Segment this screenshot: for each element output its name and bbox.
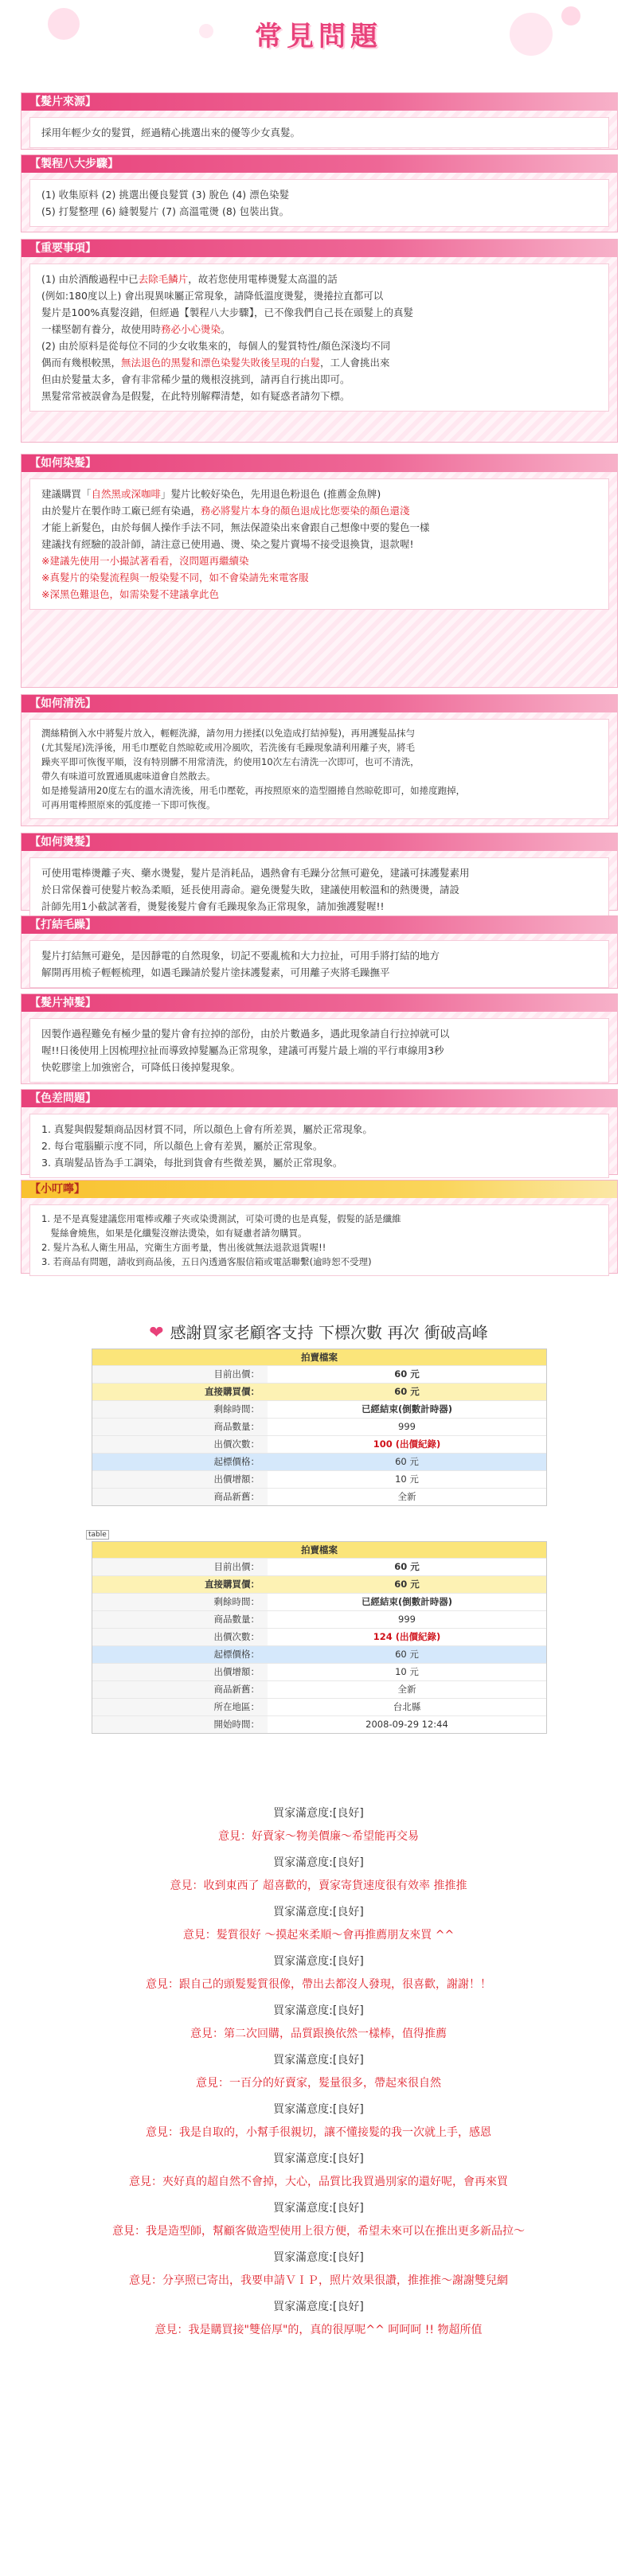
auction-info-value: 全新	[397, 1684, 416, 1695]
faq-text: 可再用電棒照原來的弧度捲一下即可恢復。	[41, 799, 216, 810]
faq-section-body	[29, 1018, 609, 1083]
faq-section-title: 【小叮嚀】	[21, 1181, 617, 1198]
faq-text: 計師先用1小截試著看，燙髮後髮片會有毛躁現象為正常現象，請加強護髮喔!!	[41, 900, 385, 912]
faq-text: 快乾膠塗上加強密合，可降低日後掉髮現象。	[41, 1061, 241, 1073]
faq-line	[41, 755, 597, 769]
faq-section	[21, 915, 618, 989]
faq-line	[41, 1212, 597, 1226]
faq-section-body	[29, 857, 609, 922]
review-item	[0, 1852, 637, 1901]
auction-info-key: 直接購買價：	[92, 1384, 268, 1400]
faq-text: ，工人會挑出來	[320, 357, 390, 369]
thanks-banner	[0, 1320, 637, 1343]
review-item	[0, 2197, 637, 2246]
review-rating: 買家滿意度:[良好]	[273, 2251, 364, 2264]
faq-section	[21, 92, 618, 150]
auction-info-key: 出價次數：	[92, 1436, 268, 1453]
auction-info-key: 目前出價：	[92, 1366, 268, 1383]
faq-text: 採用年輕少女的髮質，經過精心挑選出來的優等少女真髮。	[41, 127, 301, 139]
auction-info-value: 60 元	[268, 1384, 546, 1400]
faq-line	[41, 1226, 597, 1240]
faq-highlight-text: 務必將髮片本身的顏色退成比您要染的顏色還淺	[201, 505, 410, 517]
faq-text: (1) 收集原料 (2) 挑選出優良髮質 (3) 脫色 (4) 漂色染髮	[41, 189, 290, 201]
review-rating: 買家滿意度:[良好]	[273, 1856, 364, 1869]
faq-text: 一樣堅韌有養分，故使用時	[41, 323, 162, 335]
auction-info-key: 剩餘時間：	[92, 1401, 268, 1418]
faq-highlight-text: 自然黑或深咖啡	[91, 488, 162, 500]
faq-line	[41, 519, 597, 536]
auction-info-row	[92, 1680, 546, 1698]
faq-line	[41, 338, 597, 354]
faq-text: (尤其髮尾)洗淨後，用毛巾壓乾自然晾乾或用冷風吹，若洗後有毛躁現象請利用離子夾，將毛	[41, 742, 415, 753]
review-comment: 意見：分享照已寄出，我要申請ＶＩＰ，照片效果很讚，推推推～謝謝雙兒網	[129, 2274, 508, 2287]
faq-text: 才能上新髮色，由於每個人操作手法不同，無法保證染出來會跟自己想像中要的髮色一樣	[41, 521, 430, 533]
faq-line	[41, 947, 597, 964]
auction-info-row	[92, 1575, 546, 1593]
faq-section-body	[29, 179, 609, 227]
faq-section	[21, 154, 618, 232]
faq-section-title: 【打結毛躁】	[21, 916, 617, 934]
review-item	[0, 1802, 637, 1852]
auction-info-value: 已經結束(倒數計時器)	[361, 1403, 452, 1415]
faq-line	[41, 1240, 597, 1255]
faq-section	[21, 239, 618, 443]
faq-text: ，故若您使用電棒燙髮太高溫的話	[188, 273, 338, 285]
faq-section-title: 【如何染髮】	[21, 455, 617, 472]
auction-info-row	[92, 1645, 546, 1663]
thanks-text: 感謝買家老顧客支持 下標次數 再次 衝破高峰	[170, 1323, 488, 1342]
faq-line	[41, 586, 597, 603]
faq-section	[21, 993, 618, 1084]
faq-text: (例如:180度以上) 會出現異味屬正常現象，請降低溫度燙髮，燙捲拉直都可以	[41, 290, 384, 302]
faq-line	[41, 783, 597, 798]
faq-line	[41, 287, 597, 304]
faq-line	[41, 1025, 597, 1042]
faq-section-title: 【髮片掉髮】	[21, 994, 617, 1012]
faq-text: 喔!!日後使用上因梳理拉扯而導致掉髮屬為正常現象，建議可再髮片最上端的平行車線用3秒	[41, 1044, 444, 1056]
review-comment: 意見：好賣家～物美價廉～希望能再交易	[218, 1830, 419, 1843]
faq-section-body	[29, 1204, 609, 1276]
faq-section	[21, 1180, 618, 1274]
faq-text: 於日常保養可使髮片較為柔順，延長使用壽命。避免燙髮失敗，建議使用較溫和的熱燙燙，請設	[41, 884, 460, 896]
faq-text: 黑髮常常被誤會為是假髮，在此特別解釋清楚，如有疑惑者請勿下標。	[41, 390, 350, 402]
auction-info-value: 124 (出價紀錄)	[373, 1631, 441, 1642]
faq-line	[41, 1154, 597, 1171]
auction-info-key: 起標價格：	[92, 1646, 268, 1663]
faq-line	[41, 1059, 597, 1075]
auction-info-value: 已經結束(倒數計時器)	[361, 1596, 452, 1607]
faq-line	[41, 798, 597, 812]
faq-line	[41, 898, 597, 915]
faq-text: 1. 是不是真髮建議您用電棒或離子夾或染燙測試，可染可燙的也是真髮，假髮的話是纖維	[41, 1213, 401, 1224]
auction-info-key: 商品新舊：	[92, 1489, 268, 1505]
auction-info-value: 999	[398, 1614, 416, 1625]
auction-info-key: 目前出價：	[92, 1559, 268, 1575]
auction-info-value: 60 元	[394, 1368, 420, 1380]
faq-text: 2. 每台電腦顯示度不同，所以顏色上會有差異，屬於正常現象。	[41, 1140, 323, 1152]
faq-text: (2) 由於原料是從每位不同的少女收集來的，每個人的髮質特性/顏色深淺均不同	[41, 340, 391, 352]
auction-info-row	[92, 1453, 546, 1470]
faq-section-title: 【製程八大步驟】	[21, 155, 617, 173]
auction-info-row	[92, 1593, 546, 1610]
faq-line	[41, 203, 597, 220]
faq-text: 1. 真髮與假髮類商品因材質不同，所以顏色上會有所差異，屬於正常現象。	[41, 1123, 373, 1135]
review-rating: 買家滿意度:[良好]	[273, 1807, 364, 1820]
faq-line	[41, 881, 597, 898]
faq-section-body	[29, 1114, 609, 1178]
faq-text: 由於髮片在製作時工廠已經有染過，	[41, 505, 201, 517]
review-rating: 買家滿意度:[良好]	[273, 2054, 364, 2067]
faq-section	[21, 833, 618, 911]
auction-info-value: 100 (出價紀錄)	[373, 1438, 441, 1450]
faq-section	[21, 454, 618, 688]
faq-section-title: 【髮片來源】	[21, 93, 617, 111]
faq-section-body	[29, 940, 609, 988]
faq-section-title: 【如何燙髮】	[21, 833, 617, 851]
faq-line	[41, 726, 597, 740]
auction-info-row	[92, 1488, 546, 1505]
faq-line	[41, 124, 597, 141]
review-item	[0, 2049, 637, 2098]
review-item	[0, 2246, 637, 2296]
heart-icon: ❤	[149, 1323, 164, 1343]
review-item	[0, 1901, 637, 1950]
faq-text: 因製作過程難免有極少量的髮片會有拉掉的部份，由於片數過多，遇此現象請自行拉掉就可以	[41, 1028, 450, 1040]
faq-text: 。	[221, 323, 231, 335]
review-rating: 買家滿意度:[良好]	[273, 2004, 364, 2017]
faq-text: 3. 若商品有問題，請收到商品後，五日內透過客服信箱或電話聯繫(逾時恕不受理)	[41, 1256, 372, 1267]
faq-highlight-text: 無法退色的黑髮和漂色染髮失敗後呈現的白髮	[121, 357, 321, 369]
faq-text: 偶而有幾根較黑，	[41, 357, 122, 369]
faq-section-body	[29, 263, 609, 412]
auction-info-title: 拍賣檔案	[92, 1542, 546, 1558]
review-rating: 買家滿意度:[良好]	[273, 1955, 364, 1968]
review-item	[0, 2148, 637, 2197]
auction-info-value: 10 元	[395, 1473, 419, 1485]
page-title: 常見問題	[255, 21, 382, 53]
faq-text: 建議購買「	[41, 488, 92, 500]
faq-line	[41, 964, 597, 981]
faq-text: 3. 真瑞髮品皆為手工調染，每批到貨會有些微差異，屬於正常現象。	[41, 1157, 343, 1169]
auction-info-row	[92, 1715, 546, 1733]
auction-info-key: 商品數量：	[92, 1419, 268, 1435]
review-comment: 意見：髮質很好 ～摸起來柔順～會再推薦朋友來買 ^^	[182, 1929, 455, 1942]
auction-info-value: 60 元	[394, 1561, 420, 1572]
faq-highlight-text: ※建議先使用一小撮試著看看，沒問題再繼續染	[41, 555, 249, 567]
faq-text: 可使用電棒燙離子夾、藥水燙髮，髮片是消耗品，遇熱會有毛躁分岔無可避免，建議可抹護髮素用	[41, 867, 470, 879]
auction-info-title: 拍賣檔案	[92, 1349, 546, 1365]
auction-info-row	[92, 1418, 546, 1435]
auction-info-row	[92, 1610, 546, 1628]
faq-section-title: 【色差問題】	[21, 1090, 617, 1107]
auction-info-row	[92, 1383, 546, 1400]
auction-info-row	[92, 1365, 546, 1383]
faq-line	[41, 271, 597, 287]
auction-info-key: 商品數量：	[92, 1611, 268, 1628]
auction-info-table	[92, 1348, 547, 1506]
faq-section-title: 【重要事項】	[21, 240, 617, 257]
faq-text: 如是捲髮請用20度左右的溫水清洗後，用毛巾壓乾，再按照原來的造型圈捲自然晾乾即可，如捲度跑掉，	[41, 785, 466, 796]
review-comment: 意見：收到東西了 超喜歡的，賣家寄貨速度很有效率 推推推	[170, 1879, 467, 1892]
auction-info-row	[92, 1435, 546, 1453]
faq-line	[41, 1255, 597, 1269]
faq-section-body	[29, 719, 609, 819]
auction-info-row	[92, 1663, 546, 1680]
review-rating: 買家滿意度:[良好]	[273, 2202, 364, 2215]
faq-line	[41, 371, 597, 388]
review-comment: 意見：我是自取的，小幫手很親切，讓不懂接髮的我一次就上手，感恩	[146, 2126, 491, 2139]
review-comment: 意見：我是購買接"雙倍厚"的，真的很厚呢^^ 呵呵呵 !! 物超所值	[154, 2324, 483, 2336]
faq-text: 」髮片比較好染色，先用退色粉退色 (推薦金魚牌)	[161, 488, 381, 500]
faq-line	[41, 1121, 597, 1138]
review-item	[0, 2296, 637, 2345]
faq-line	[41, 740, 597, 755]
faq-line	[41, 502, 597, 519]
auction-info-value: 60 元	[268, 1576, 546, 1593]
auction-info-row	[92, 1400, 546, 1418]
faq-line	[41, 388, 597, 404]
page-header	[0, 0, 637, 64]
auction-info-key: 出價次數：	[92, 1629, 268, 1645]
auction-info-row	[92, 1628, 546, 1645]
faq-line	[41, 1042, 597, 1059]
faq-text: 2. 髮片為私人衛生用品，究衛生方面考量，售出後就無法退款退貨喔!!	[41, 1242, 326, 1253]
faq-text: 建議找有經驗的設計師，請注意已使用過、燙、染之髮片賣場不接受退換貨，退款喔!	[41, 538, 414, 550]
faq-line	[41, 354, 597, 371]
review-rating: 買家滿意度:[良好]	[273, 2103, 364, 2116]
auction-info-row	[92, 1470, 546, 1488]
faq-highlight-text: ※真髮片的染髮流程與一般染髮不同，如不會染請先來電客服	[41, 572, 309, 584]
faq-line	[41, 569, 597, 586]
auction-info-key: 直接購買價：	[92, 1576, 268, 1593]
auction-info-value: 60 元	[268, 1646, 546, 1663]
auction-info-key: 開始時間：	[92, 1716, 268, 1733]
auction-info-key: 所在地區：	[92, 1699, 268, 1715]
faq-highlight-text: 務必小心燙染	[161, 323, 221, 335]
faq-section-title: 【如何清洗】	[21, 695, 617, 712]
auction-info-row	[92, 1558, 546, 1575]
faq-text: 髮絲會燒焦，如果是化纖髮沒辦法燙染，如有疑慮者請勿購買。	[41, 1228, 307, 1239]
faq-line	[41, 304, 597, 321]
faq-highlight-text: 去除毛鱗片	[138, 273, 189, 285]
review-rating: 買家滿意度:[良好]	[273, 2301, 364, 2313]
faq-section	[21, 1089, 618, 1175]
faq-text: (5) 打髮整理 (6) 縫製髮片 (7) 高溫電燙 (8) 包裝出貨。	[41, 205, 290, 217]
faq-text: 髮片打結無可避免，是因靜電的自然現象，切記不要亂梳和大力拉扯，可用手將打結的地方	[41, 950, 440, 962]
faq-section	[21, 694, 618, 826]
faq-text: 躁夾平即可恢復平順，沒有特別髒不用常清洗，約使用10次左右清洗一次即可，也可不清洗，	[41, 756, 420, 767]
faq-highlight-text: ※深黑色難退色，如需染髮不建議拿此色	[41, 588, 219, 600]
faq-line	[41, 1138, 597, 1154]
faq-section-body	[29, 117, 609, 148]
review-comment: 意見：我是造型師，幫顧客做造型使用上很方便，希望未來可以在推出更多新品拉～	[112, 2225, 525, 2238]
faq-text: 但由於髮量太多，會有非常稀少量的幾根沒挑到，請再自行挑出即可。	[41, 373, 350, 385]
table-tag: table	[86, 1530, 109, 1540]
faq-line	[41, 865, 597, 881]
auction-info-value: 999	[398, 1421, 416, 1432]
faq-line	[41, 486, 597, 502]
auction-info-table	[92, 1541, 547, 1734]
auction-info-key: 商品新舊：	[92, 1681, 268, 1698]
review-comment: 意見：一百分的好賣家，髮量很多，帶起來很自然	[196, 2077, 441, 2090]
faq-line	[41, 536, 597, 552]
faq-line	[41, 552, 597, 569]
review-rating: 買家滿意度:[良好]	[273, 1906, 364, 1918]
auction-info-key: 起標價格：	[92, 1454, 268, 1470]
faq-text: 潤絲精倒入水中將髮片放入，輕輕洗滌，請勿用力搓揉(以免造成打結掉髮)，再用護髮品抹勻	[41, 728, 415, 739]
faq-line	[41, 186, 597, 203]
auction-info-value: 全新	[397, 1491, 416, 1502]
review-item	[0, 1950, 637, 2000]
buyer-reviews	[0, 1802, 637, 2345]
review-rating: 買家滿意度:[良好]	[273, 2153, 364, 2165]
faq-text: 髮片是100%真髮沒錯，但經過【製程八大步驟】，已不像我們自己長在頭髮上的真髮	[41, 306, 413, 318]
faq-text: (1) 由於酒酸過程中已	[41, 273, 139, 285]
faq-text: 帶久有味道可放置通風處味道會自然散去。	[41, 771, 216, 782]
auction-info-value: 60 元	[268, 1454, 546, 1470]
review-item	[0, 2000, 637, 2049]
auction-info-value: 台北縣	[393, 1701, 421, 1712]
auction-info-row	[92, 1698, 546, 1715]
review-item	[0, 2098, 637, 2148]
review-comment: 意見：夾好真的超自然不會掉，大心，品質比我買過別家的還好呢，會再來買	[129, 2176, 508, 2188]
faq-section-body	[29, 478, 609, 610]
review-comment: 意見：跟自己的頭髮髮質很像，帶出去都沒人發現，很喜歡，謝謝！！	[146, 1978, 491, 1991]
faq-text: 解開再用梳子輕輕梳理，如遇毛躁請於髮片塗抹護髮素，可用離子夾將毛躁撫平	[41, 966, 390, 978]
auction-info-value: 10 元	[395, 1666, 419, 1677]
faq-line	[41, 769, 597, 783]
faq-line	[41, 321, 597, 338]
auction-info-key: 出價增額：	[92, 1664, 268, 1680]
auction-info-key: 剩餘時間：	[92, 1594, 268, 1610]
review-comment: 意見：第二次回購，品質跟換依然一樣棒，值得推薦	[190, 2028, 447, 2040]
auction-info-value: 2008-09-29 12:44	[365, 1719, 448, 1730]
auction-info-key: 出價增額：	[92, 1471, 268, 1488]
